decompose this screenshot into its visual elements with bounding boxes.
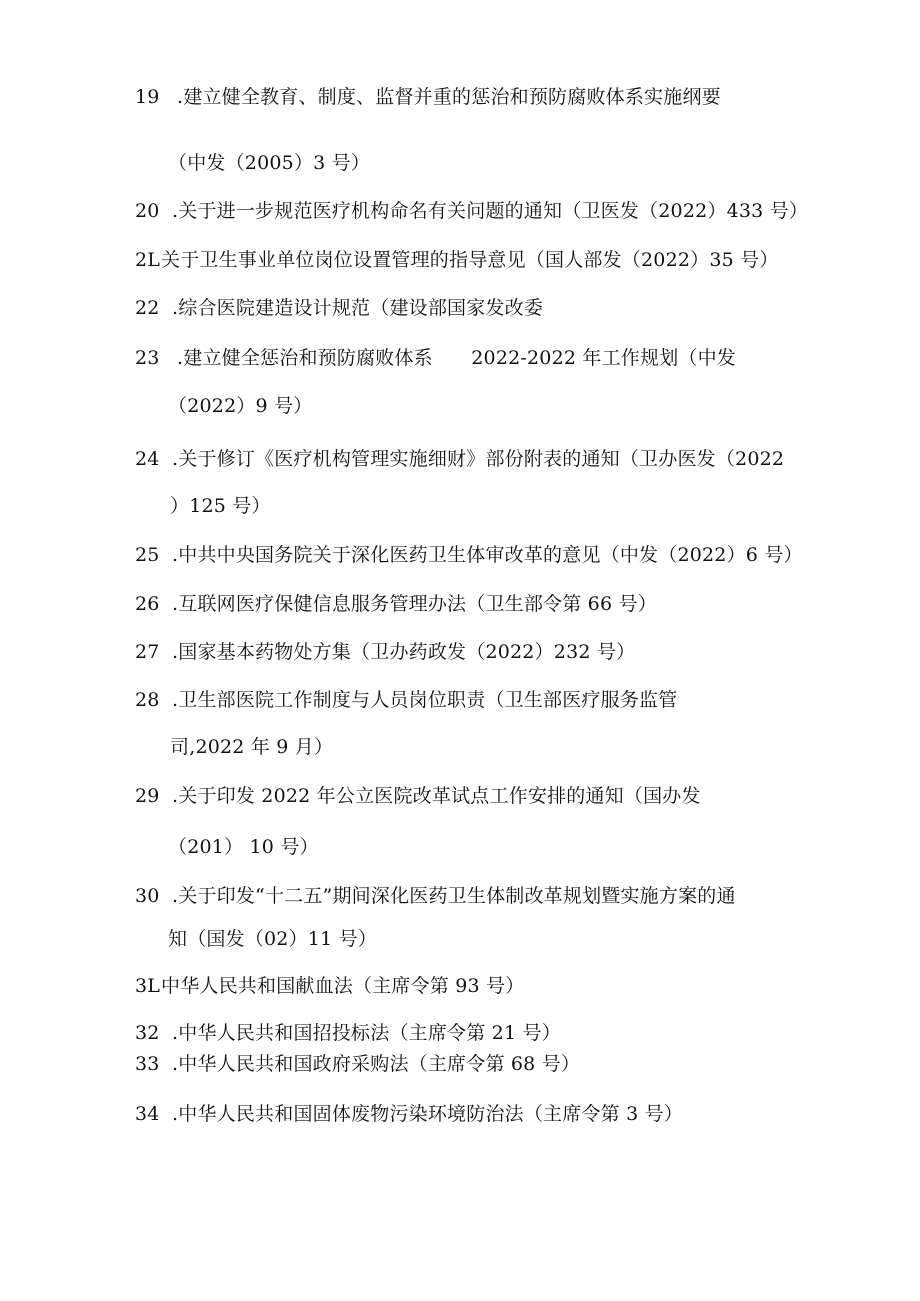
- list-item-continuation: [168, 835, 319, 859]
- list-item: [135, 688, 677, 712]
- item-number: 33: [135, 1053, 160, 1075]
- item-text: .关于修订《医疗机构管理实施细财》部份附表的通知（卫办医发（2022: [172, 448, 785, 470]
- list-item: [135, 85, 721, 109]
- list-item: [135, 1102, 683, 1126]
- item-text: .建立健全惩治和预防腐败体系 2022-2022 年工作规划（中发: [177, 347, 737, 369]
- item-text: .关于印发“十二五”期间深化医药卫生体制改革规划暨实施方案的通: [172, 885, 736, 907]
- list-item: [135, 447, 784, 471]
- item-number: 32: [135, 1022, 160, 1044]
- item-text: .中华人民共和国固体废物污染环境防治法（主席令第 3 号）: [172, 1103, 684, 1125]
- list-item: [135, 543, 803, 567]
- item-number: 29: [135, 785, 160, 807]
- item-number: 28: [135, 689, 160, 711]
- item-number: 26: [135, 593, 160, 615]
- item-number: 34: [135, 1103, 160, 1125]
- item-text: 关于卫生事业单位岗位设置管理的指导意见（国人部发（2022）35 号）: [161, 249, 779, 271]
- list-item-continuation: [168, 151, 370, 175]
- list-item-continuation: [168, 394, 312, 418]
- item-text: .建立健全教育、制度、监督并重的惩治和预防腐败体系实施纲要: [177, 86, 721, 108]
- list-item: [135, 1021, 561, 1045]
- item-number: 25: [135, 544, 160, 566]
- item-number: 27: [135, 641, 160, 663]
- item-text: .卫生部医院工作制度与人员岗位职责（卫生部医疗服务监管: [172, 689, 678, 711]
- item-number: 30: [135, 885, 160, 907]
- list-item: [135, 640, 635, 664]
- list-item: [135, 296, 543, 320]
- item-text: .国家基本药物处方集（卫办药政发（2022）232 号）: [172, 641, 636, 663]
- list-item: [135, 974, 524, 998]
- item-text: ）125 号）: [170, 495, 271, 517]
- item-text: 司,2022 年 9 月）: [170, 736, 334, 758]
- list-item: [135, 784, 701, 808]
- item-text: 知（国发（02）11 号）: [168, 928, 377, 950]
- item-number: 20: [135, 200, 160, 222]
- item-text: .互联网医疗保健信息服务管理办法（卫生部令第 66 号）: [172, 593, 657, 615]
- list-item-continuation: [170, 494, 271, 518]
- list-item-continuation: [170, 735, 333, 759]
- list-item: [135, 199, 808, 223]
- list-item: [135, 346, 736, 370]
- list-item: [135, 1052, 580, 1076]
- item-text: .中华人民共和国招投标法（主席令第 21 号）: [172, 1022, 561, 1044]
- item-number: 19: [135, 86, 160, 108]
- item-text: （中发（2005）3 号）: [168, 152, 371, 174]
- list-item: [135, 592, 657, 616]
- item-number: 3L: [135, 975, 161, 997]
- item-text: （2022）9 号）: [168, 395, 313, 417]
- item-text: .综合医院建造设计规范（建设部国家发改委: [172, 297, 544, 319]
- list-item: [135, 884, 736, 908]
- item-text: 中华人民共和国献血法（主席令第 93 号）: [161, 975, 525, 997]
- item-text: .关于印发 2022 年公立医院改革试点工作安排的通知（国办发: [172, 785, 701, 807]
- item-text: （201） 10 号）: [168, 836, 319, 858]
- item-text: .关于进一步规范医疗机构命名有关问题的通知（卫医发（2022）433 号）: [172, 200, 809, 222]
- item-text: .中华人民共和国政府采购法（主席令第 68 号）: [172, 1053, 581, 1075]
- item-number: 2L: [135, 249, 161, 271]
- item-number: 22: [135, 297, 160, 319]
- item-text: .中共中央国务院关于深化医药卫生体审改革的意见（中发（2022）6 号）: [172, 544, 803, 566]
- list-item-continuation: [168, 927, 377, 951]
- list-item: [135, 248, 779, 272]
- item-number: 24: [135, 448, 160, 470]
- item-number: 23: [135, 347, 160, 369]
